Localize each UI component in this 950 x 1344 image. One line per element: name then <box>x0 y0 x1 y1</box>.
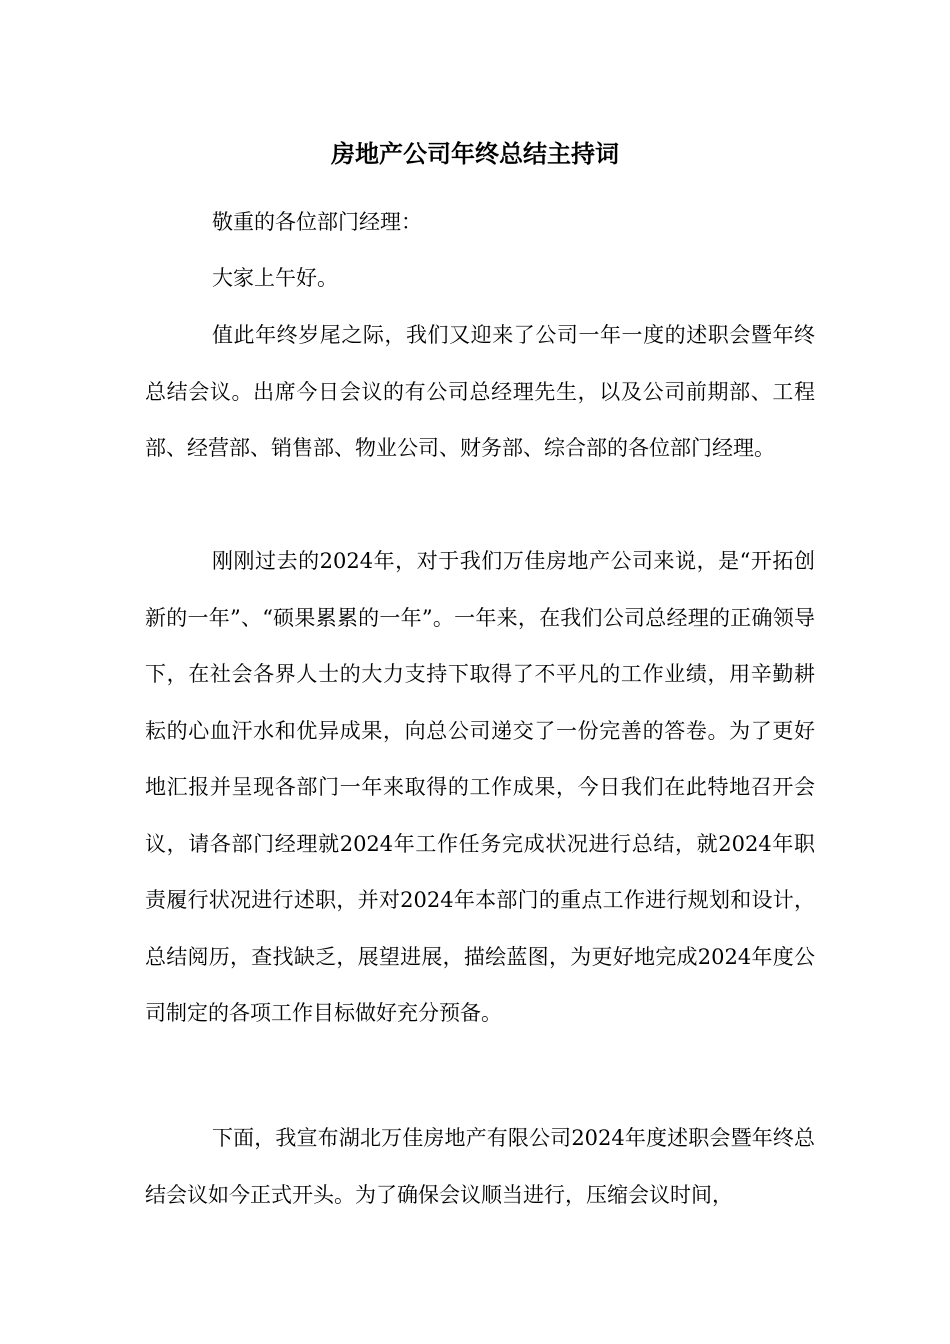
greeting: 大家上午好。 <box>212 266 338 290</box>
paragraph-review: 刚刚过去的2024年，对于我们万佳房地产公司来说，是“开拓创新的一年”、“硕果累累的一年”。一年来，在我们公司总经理的正确领导下，在社会各界人士的大力支持下取得了不平凡的工作业绩，用辛勤耕耘的心血汗水和优异成果，向总公司递交了一份完善的答卷。为了更好地汇报并呈现各部门一年来取得的工作成果，今日我们在此特地召开会议，请各部门经理就2024年工作任务完成状况进行总结，就2024年职责履行状况进行述职，并对2024年本部门的重点工作进行规划和设计，总结阅历，查找缺乏，展望进展，描绘蓝图，为更好地完成2024年度公司制定的各项工作目标做好充分预备。 <box>145 549 815 1025</box>
document-title: 房地产公司年终总结主持词 <box>331 139 619 168</box>
paragraph-opening: 下面，我宣布湖北万佳房地产有限公司2024年度述职会暨年终总结会议如今正式开头。为了确保会议顺当进行，压缩会议时间， <box>145 1126 815 1207</box>
paragraph-intro: 值此年终岁尾之际，我们又迎来了公司一年一度的述职会暨年终总结会议。出席今日会议的有公司总经理先生，以及公司前期部、工程部、经营部、销售部、物业公司、财务部、综合部的各位部门经理。 <box>145 323 815 460</box>
salutation: 敬重的各位部门经理： <box>212 210 422 234</box>
